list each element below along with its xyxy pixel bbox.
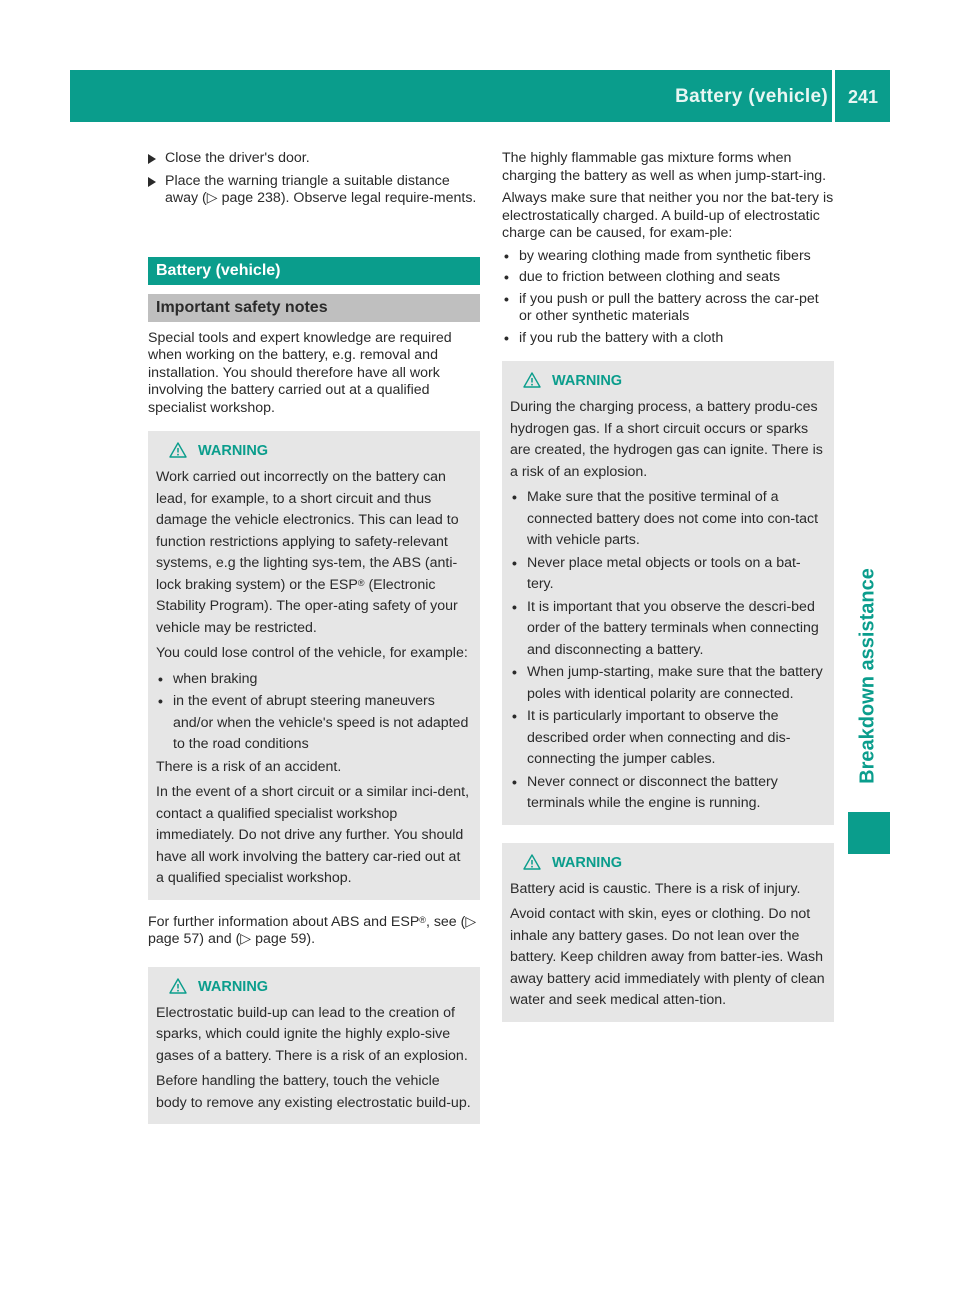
bullet-marker: • — [512, 708, 517, 724]
triangle-right-icon — [148, 154, 156, 164]
warning-paragraph: Electrostatic build-up can lead to the creation of sparks, which could ignite the highly explo-sive gases of a battery. There is a risk of an explosion. — [156, 1004, 468, 1064]
right-column — [502, 150, 834, 1022]
bullet-marker: • — [512, 489, 517, 505]
warning-triangle-icon — [523, 854, 541, 870]
warning-text: (Electronic Stability Program). The oper-ating safety of your vehicle may be restricted. — [156, 576, 458, 636]
bullet-marker: • — [512, 554, 517, 571]
warning-title: WARNING — [198, 978, 269, 995]
list-item-text: due to friction between clothing and seats — [519, 269, 781, 285]
list-item-text: if you push or pull the battery across the car-pet or other synthetic materials — [519, 290, 819, 324]
list-item-text: by wearing clothing made from synthetic fibers — [519, 247, 811, 264]
warning-paragraph: There is a risk of an accident. — [156, 758, 342, 775]
further-info-text: , see (▷ page 57) and (▷ page 59). — [148, 913, 477, 947]
list-item-text: It is particularly important to observe the described order when connecting and dis-connecting the jumper cables. — [527, 708, 791, 767]
list-item-text: It is important that you observe the descri-bed order of the battery terminals when connecting and disconnecting a battery. — [527, 598, 819, 658]
registered-mark: ® — [419, 914, 426, 925]
warning-paragraph: Avoid contact with skin, eyes or clothing. Do not inhale any battery gases. Do not lean over the battery. Keep children away from batter-ies. Wash away battery acid immediately with plenty of clean water and seek medical atten-tion. — [510, 906, 825, 1008]
warning-box — [502, 361, 834, 825]
list-item — [502, 291, 834, 326]
warning-triangle-icon — [169, 978, 187, 994]
section-heading: Battery (vehicle) — [148, 257, 480, 285]
step-item — [148, 150, 480, 168]
bullet-marker: • — [158, 693, 163, 709]
warning-text: Work carried out incorrectly on the battery can lead, for example, to a short circuit and thus damage the vehicle electronics. This can lead to function restrictions applying to safety-relevant systems, e.g the lighting sys-tem, the ABS (anti-lock braking system) or the ESP — [156, 469, 459, 593]
bullet-marker: • — [504, 269, 509, 285]
bullet-marker: • — [504, 329, 509, 346]
left-column — [148, 150, 480, 1124]
page-number: 241 — [847, 87, 879, 107]
step-text: Close the driver's door. — [165, 150, 310, 166]
side-tab-marker — [848, 812, 890, 854]
warning-title: WARNING — [198, 443, 269, 459]
body-paragraph: The highly flammable gas mixture forms when charging the battery as well as when jump-start-ing. — [502, 150, 827, 184]
intro-paragraph: Special tools and expert knowledge are required when working on the battery, e.g. removal and installation. You should therefore have all work involving the battery carried out at a qualified specialist workshop. — [148, 329, 452, 416]
list-item-text: Make sure that the positive terminal of a connected battery does not come into con-tact with vehicle parts. — [527, 489, 819, 548]
further-info-paragraph — [148, 914, 480, 949]
warning-triangle-icon — [169, 442, 187, 458]
list-item — [156, 691, 472, 756]
subsection-heading: Important safety notes — [148, 294, 480, 322]
list-item — [510, 553, 826, 596]
warning-box — [502, 843, 834, 1022]
warning-title: WARNING — [552, 854, 623, 871]
list-item-text: when braking — [173, 670, 258, 687]
further-info-text: For further information about ABS and ESP — [148, 913, 420, 930]
list-item — [510, 662, 826, 705]
list-item — [502, 248, 834, 266]
list-item — [510, 487, 826, 552]
warning-triangle-icon — [523, 372, 541, 388]
list-item-text: Never connect or disconnect the battery terminals while the engine is running. — [527, 773, 778, 811]
side-tab — [848, 556, 888, 796]
step-item — [148, 173, 480, 208]
bullet-marker: • — [158, 670, 163, 687]
list-item — [502, 330, 834, 348]
list-item-text: if you rub the battery with a cloth — [519, 329, 724, 346]
registered-mark: ® — [357, 577, 365, 588]
list-item — [510, 597, 826, 662]
list-item-text: in the event of abrupt steering maneuvers and/or when the vehicle's speed is not adapted to the road conditions — [173, 693, 469, 752]
body-paragraph: Always make sure that neither you nor the bat-tery is electrostatically charged. A build-up of electrostatic charge can be caused, for exam-ple: — [502, 190, 834, 241]
warning-paragraph: Battery acid is caustic. There is a risk of injury. — [510, 880, 801, 897]
bullet-marker: • — [512, 664, 517, 680]
warning-header — [510, 371, 826, 391]
list-item — [510, 772, 826, 815]
warning-header — [156, 977, 472, 997]
bullet-marker: • — [512, 773, 517, 790]
warning-paragraph — [156, 467, 472, 639]
warning-paragraph: In the event of a short circuit or a similar inci-dent, contact a qualified specialist workshop immediately. Do not drive any further. You should have all work involving the battery car-ried out at a qualified specialist workshop. — [156, 784, 470, 886]
side-tab-label: Breakdown assistance — [856, 568, 879, 784]
warning-paragraph: Before handling the battery, touch the vehicle body to remove any existing electrostatic build-up. — [156, 1073, 471, 1111]
list-item — [156, 669, 472, 691]
warning-header — [156, 441, 472, 461]
warning-box — [148, 967, 480, 1125]
warning-header — [510, 853, 826, 873]
warning-box — [148, 431, 480, 900]
bullet-marker: • — [504, 290, 509, 307]
list-item — [510, 706, 826, 771]
warning-paragraph: You could lose control of the vehicle, for example: — [156, 645, 468, 661]
triangle-right-icon — [148, 177, 156, 187]
step-text: Place the warning triangle a suitable distance away (▷ page 238). Observe legal require-ments. — [165, 172, 477, 206]
warning-title: WARNING — [552, 373, 623, 389]
running-header-title: Battery (vehicle) — [675, 86, 828, 107]
bullet-marker: • — [504, 247, 509, 264]
list-item-text: When jump-starting, make sure that the battery poles with identical polarity are connected. — [527, 664, 823, 702]
warning-paragraph: During the charging process, a battery produ-ces hydrogen gas. If a short circuit occurs or sparks are created, the hydrogen gas can ignite. There is a risk of an explosion. — [510, 399, 823, 480]
list-item — [502, 269, 834, 287]
list-item-text: Never place metal objects or tools on a bat-tery. — [527, 554, 801, 592]
bullet-marker: • — [512, 598, 517, 615]
header-divider — [832, 70, 835, 122]
